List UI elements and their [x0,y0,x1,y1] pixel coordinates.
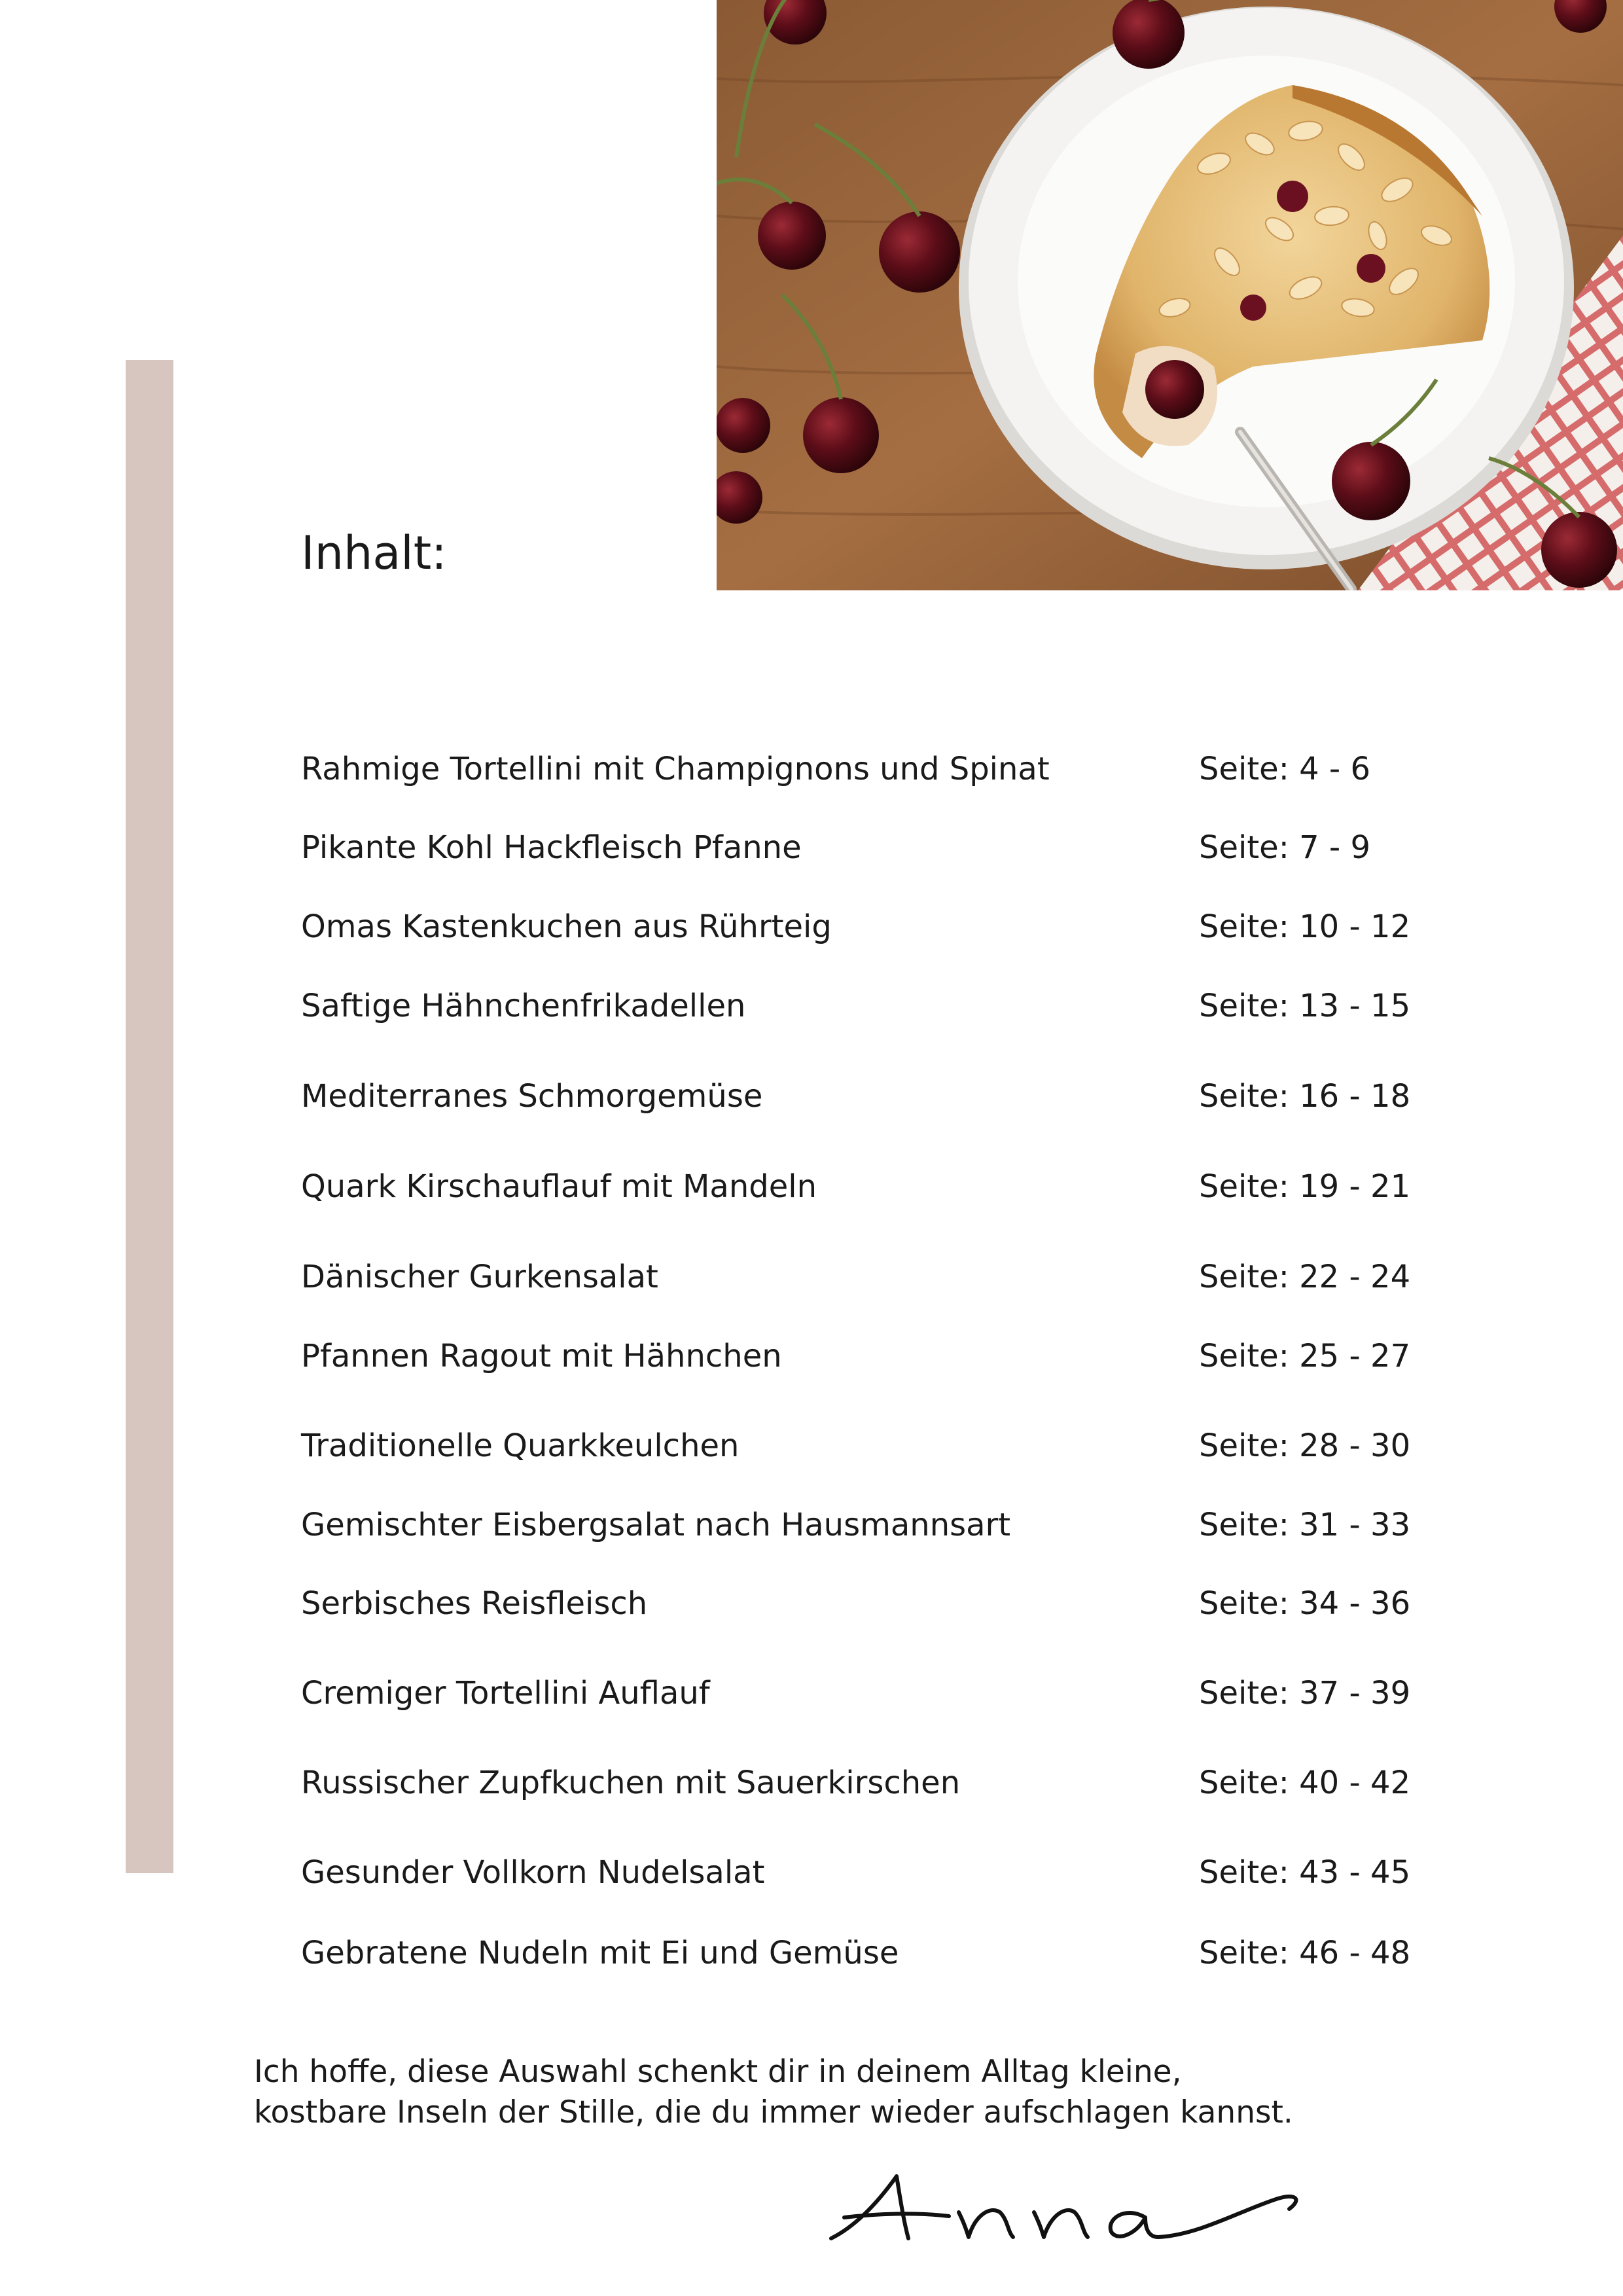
toc-row [301,1164,1466,1210]
page-title: Inhalt: [301,526,447,580]
toc-page-range: Seite: 25 - 27 [1199,1338,1411,1374]
toc-recipe-name: Russischer Zupfkuchen mit Sauerkirschen [301,1765,961,1801]
toc-page-range: Seite: 40 - 42 [1199,1765,1411,1801]
toc-row [301,1930,1466,1976]
toc-recipe-name: Gebratene Nudeln mit Ei und Gemüse [301,1935,899,1971]
toc-page-range: Seite: 13 - 15 [1199,988,1411,1024]
toc-row [301,1581,1466,1626]
toc-recipe-name: Gesunder Vollkorn Nudelsalat [301,1854,765,1891]
toc-row [301,1502,1466,1548]
toc-recipe-name: Dänischer Gurkensalat [301,1259,658,1295]
toc-recipe-name: Gemischter Eisbergsalat nach Hausmannsart [301,1507,1011,1543]
cherry-cake-photo [717,0,1623,590]
toc-row [301,825,1466,870]
toc-page-range: Seite: 34 - 36 [1199,1585,1411,1622]
toc-recipe-name: Rahmige Tortellini mit Champignons und Spinat [301,751,1050,787]
decorative-side-bar [126,360,173,1873]
toc-recipe-name: Cremiger Tortellini Auflauf [301,1675,710,1712]
toc-page-range: Seite: 4 - 6 [1199,751,1371,787]
closing-message [254,2052,1293,2133]
toc-recipe-name: Omas Kastenkuchen aus Rührteig [301,908,832,945]
toc-page-range: Seite: 7 - 9 [1199,829,1371,866]
toc-recipe-name: Pfannen Ragout mit Hähnchen [301,1338,782,1374]
toc-recipe-name: Traditionelle Quarkkeulchen [301,1427,740,1464]
toc-row [301,746,1466,792]
closing-line-2: kostbare Inseln der Stille, die du immer wieder aufschlagen kannst. [254,2094,1293,2130]
toc-page-range: Seite: 19 - 21 [1199,1168,1411,1205]
toc-recipe-name: Serbisches Reisfleisch [301,1585,648,1622]
toc-recipe-name: Pikante Kohl Hackfleisch Pfanne [301,829,802,866]
handwritten-signature [818,2160,1342,2251]
toc-row [301,1073,1466,1119]
toc-page-range: Seite: 28 - 30 [1199,1427,1411,1464]
toc-page-range: Seite: 31 - 33 [1199,1507,1411,1543]
toc-row [301,1333,1466,1379]
toc-row [301,1850,1466,1895]
closing-line-1: Ich hoffe, diese Auswahl schenkt dir in deinem Alltag kleine, [254,2054,1182,2090]
toc-row [301,1423,1466,1469]
toc-row [301,983,1466,1029]
toc-page-range: Seite: 16 - 18 [1199,1078,1411,1115]
toc-page-range: Seite: 46 - 48 [1199,1935,1411,1971]
toc-recipe-name: Saftige Hähnchenfrikadellen [301,988,746,1024]
toc-recipe-name: Quark Kirschauflauf mit Mandeln [301,1168,817,1205]
toc-row [301,1670,1466,1716]
toc-row [301,1254,1466,1300]
toc-page-range: Seite: 37 - 39 [1199,1675,1411,1712]
toc-row [301,1760,1466,1806]
toc-page-range: Seite: 10 - 12 [1199,908,1411,945]
toc-page-range: Seite: 22 - 24 [1199,1259,1411,1295]
toc-row [301,904,1466,950]
toc-page-range: Seite: 43 - 45 [1199,1854,1411,1891]
toc-recipe-name: Mediterranes Schmorgemüse [301,1078,763,1115]
